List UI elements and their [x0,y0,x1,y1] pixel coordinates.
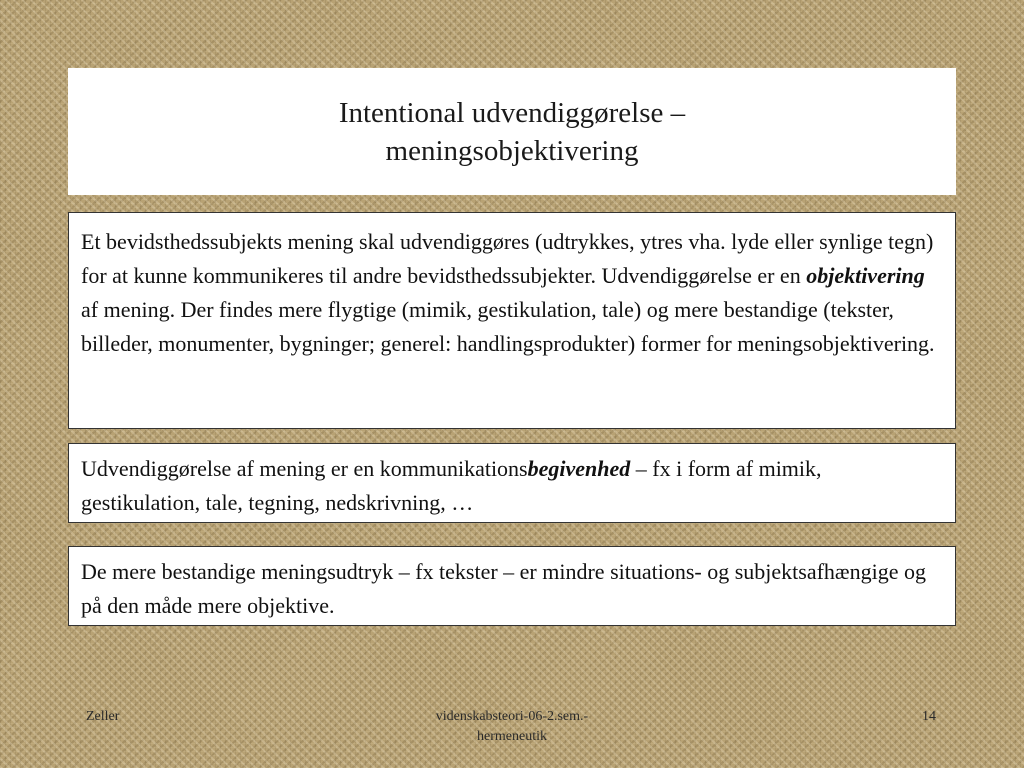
box2-text-before: Udvendiggørelse af mening er en kommunikations [81,456,528,481]
box2-emphasis: begivenhed [527,456,631,481]
footer-page-number: 14 [922,709,936,724]
text-box-bestandige [68,546,956,626]
box3-text: De mere bestandige meningsudtryk – fx tekster – er mindre situations- og subjektsafhængige og på den måde mere objektive. [81,559,926,618]
footer-course [392,707,632,747]
box1-text-before: Et bevidsthedssubjekts mening skal udvendiggøres (udtrykkes, ytres vha. lyde eller synlige tegn) for at kunne kommunikeres til andre bevidsthedssubjekter. Udvendiggørelse er en [81,229,934,288]
slide-title-line-2: meningsobjektivering [385,134,639,167]
box1-text-after: af mening. Der findes mere flygtige (mimik, gestikulation, tale) og mere bestandige (tekster, billeder, monumenter, bygninger; generel: handlingsprodukter) former for meningsobjektivering. [81,297,935,356]
text-box-objektivering [68,212,956,429]
footer-author: Zeller [86,709,120,724]
box1-emphasis: objektivering [806,263,925,288]
footer-course-line-1: videnskabsteori-06-2.sem.- [435,709,589,724]
slide-title-box [68,68,956,195]
text-box-begivenhed [68,443,956,523]
box2-text-after: – fx i form af mimik, gestikulation, tale, tegning, nedskrivning, … [81,456,822,515]
slide-title-line-1: Intentional udvendiggørelse – [338,96,686,129]
footer-course-line-2: hermeneutik [477,729,547,744]
